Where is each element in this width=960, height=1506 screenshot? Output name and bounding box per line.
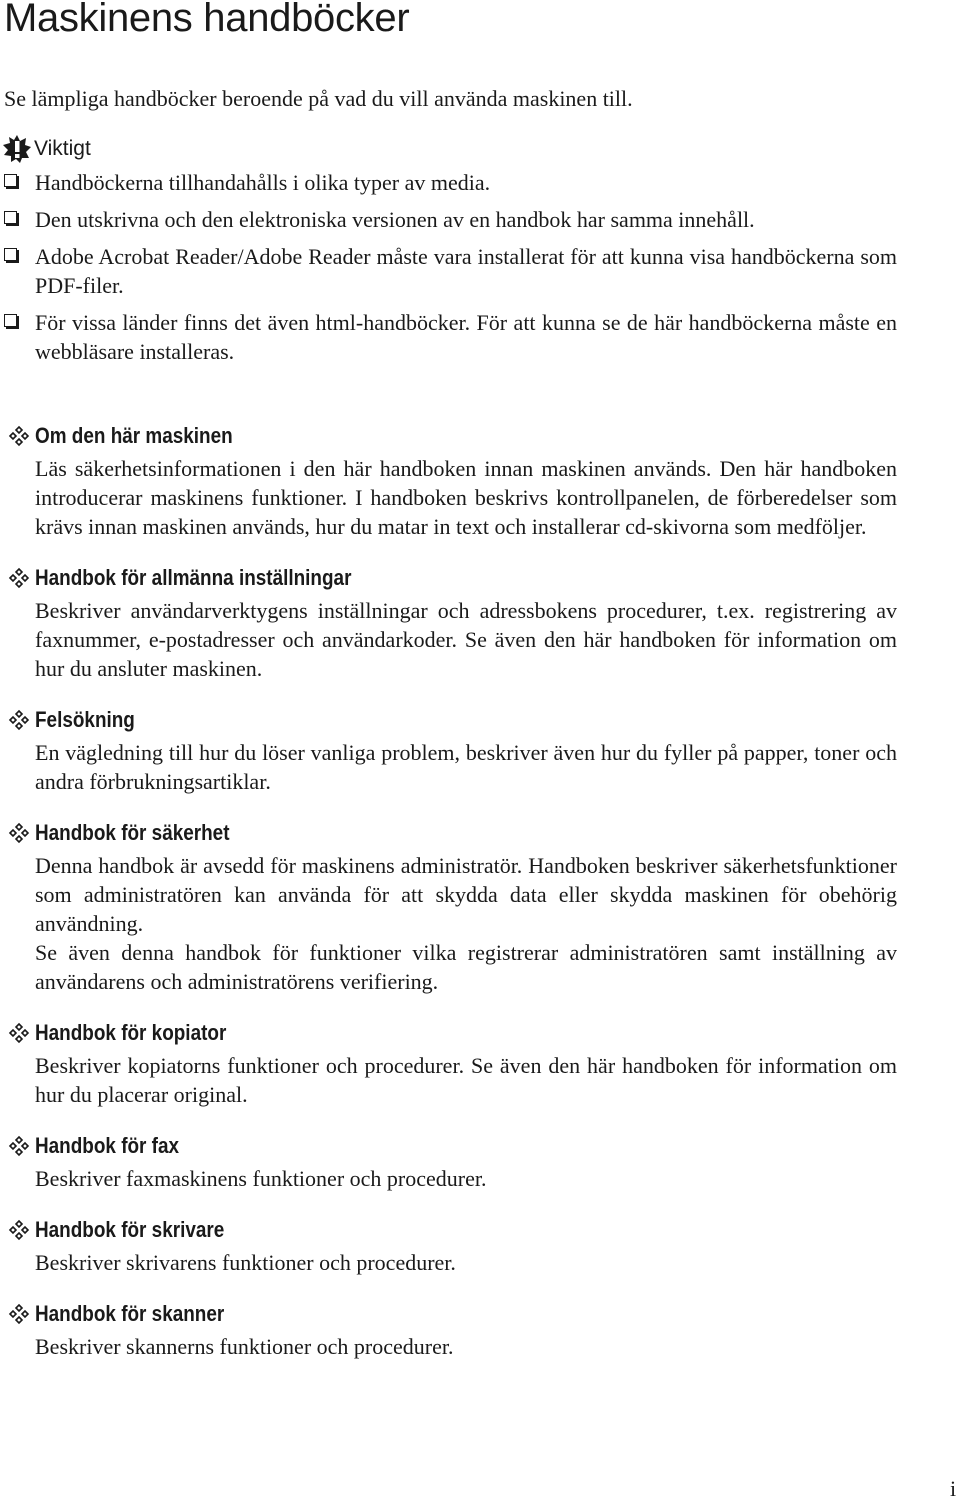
- section-body: [0, 596, 897, 683]
- section-heading: [0, 560, 960, 596]
- section-title: Handbok för kopiator: [35, 1020, 227, 1045]
- manual-sections: [0, 418, 960, 1380]
- section-body: [0, 454, 897, 541]
- section-heading: [0, 702, 960, 738]
- section-paragraph: En vägledning till hur du löser vanliga problem, beskriver även hur du fyller på papper, toner och andra förbrukningsartiklar.: [35, 740, 897, 794]
- intro-text: Se lämpliga handböcker beroende på vad du vill använda maskinen till.: [4, 86, 633, 111]
- page-title: Maskinens handböcker: [4, 0, 410, 40]
- section-title: Handbok för säkerhet: [35, 820, 230, 845]
- diamond-bullet-icon: [8, 425, 30, 447]
- important-note-text: Den utskrivna och den elektroniska versionen av en handbok har samma innehåll.: [35, 207, 755, 232]
- section-paragraph: Beskriver faxmaskinens funktioner och procedurer.: [35, 1166, 487, 1191]
- section-title: Om den här maskinen: [35, 423, 233, 448]
- section-heading: [0, 1212, 960, 1248]
- section-body: [0, 851, 897, 996]
- checkbox-bullet-icon: [4, 248, 17, 261]
- section-heading: [0, 1128, 960, 1164]
- section-heading: [0, 418, 960, 454]
- important-note-text: Handböckerna tillhandahålls i olika typer av media.: [35, 170, 491, 195]
- checkbox-bullet-icon: [4, 211, 17, 224]
- important-label: Viktigt: [34, 137, 91, 160]
- checkbox-bullet-icon: [4, 314, 17, 327]
- manual-section: [0, 1212, 960, 1277]
- important-exclamation-icon: [2, 134, 32, 164]
- section-title: Handbok för fax: [35, 1133, 180, 1158]
- manual-section: [0, 1015, 960, 1109]
- important-note-item: [0, 168, 897, 197]
- section-title: Handbok för skanner: [35, 1301, 225, 1326]
- section-heading: [0, 1296, 960, 1332]
- important-note-item: [0, 242, 897, 300]
- checkbox-bullet-icon: [4, 174, 17, 187]
- diamond-bullet-icon: [8, 1219, 30, 1241]
- section-body: [0, 1164, 897, 1193]
- section-paragraph: Se även denna handbok för funktioner vilka registrerar administratören samt inställning av användarens och administratörens verifiering.: [35, 940, 897, 994]
- section-paragraph: Denna handbok är avsedd för maskinens administratör. Handboken beskriver säkerhetsfunktioner som administratören kan använda för att skydda data eller skydda maskinen för obehörig användning.: [35, 853, 897, 936]
- diamond-bullet-icon: [8, 1303, 30, 1325]
- section-heading: [0, 1015, 960, 1051]
- manual-section: [0, 815, 960, 996]
- page-number: i: [950, 1476, 957, 1501]
- manual-section: [0, 560, 960, 683]
- diamond-bullet-icon: [8, 1022, 30, 1044]
- section-paragraph: Beskriver kopiatorns funktioner och procedurer. Se även den här handboken för information om hur du placerar original.: [35, 1053, 897, 1107]
- manual-section: [0, 702, 960, 796]
- diamond-bullet-icon: [8, 822, 30, 844]
- important-note-item: [0, 308, 897, 366]
- section-body: [0, 1051, 897, 1109]
- diamond-bullet-icon: [8, 567, 30, 589]
- section-paragraph: Beskriver användarverktygens inställningar och adressbokens procedurer, t.ex. registrering av faxnummer, e-postadresser och användarkoder. Se även den här handboken för information om hur du ansluter maskinen.: [35, 598, 897, 681]
- diamond-bullet-icon: [8, 709, 30, 731]
- manual-section: [0, 1128, 960, 1193]
- section-heading: [0, 815, 960, 851]
- important-note-item: [0, 205, 897, 234]
- section-body: [0, 1332, 897, 1361]
- section-paragraph: Beskriver skrivarens funktioner och procedurer.: [35, 1250, 456, 1275]
- diamond-bullet-icon: [8, 1135, 30, 1157]
- important-note-text: Adobe Acrobat Reader/Adobe Reader måste vara installerat för att kunna visa handböckerna som PDF-filer.: [35, 244, 897, 298]
- manual-section: [0, 1296, 960, 1361]
- important-notes-list: [0, 168, 960, 374]
- section-body: [0, 1248, 897, 1277]
- section-title: Handbok för skrivare: [35, 1217, 225, 1242]
- section-title: Felsökning: [35, 707, 135, 732]
- important-note-text: För vissa länder finns det även html-handböcker. För att kunna se de här handböckerna måste en webbläsare installeras.: [35, 310, 897, 364]
- manual-section: [0, 418, 960, 541]
- section-body: [0, 738, 897, 796]
- section-paragraph: Beskriver skannerns funktioner och procedurer.: [35, 1334, 454, 1359]
- section-paragraph: Läs säkerhetsinformationen i den här handboken innan maskinen används. Den här handboken introducerar maskinens funktioner. I handboken beskrivs kontrollpanelen, de förberedelser som krävs innan maskinen används, hur du matar in text och installerar cd-skivorna som medföljer.: [35, 456, 897, 539]
- important-heading: [2, 134, 91, 164]
- section-title: Handbok för allmänna inställningar: [35, 565, 352, 590]
